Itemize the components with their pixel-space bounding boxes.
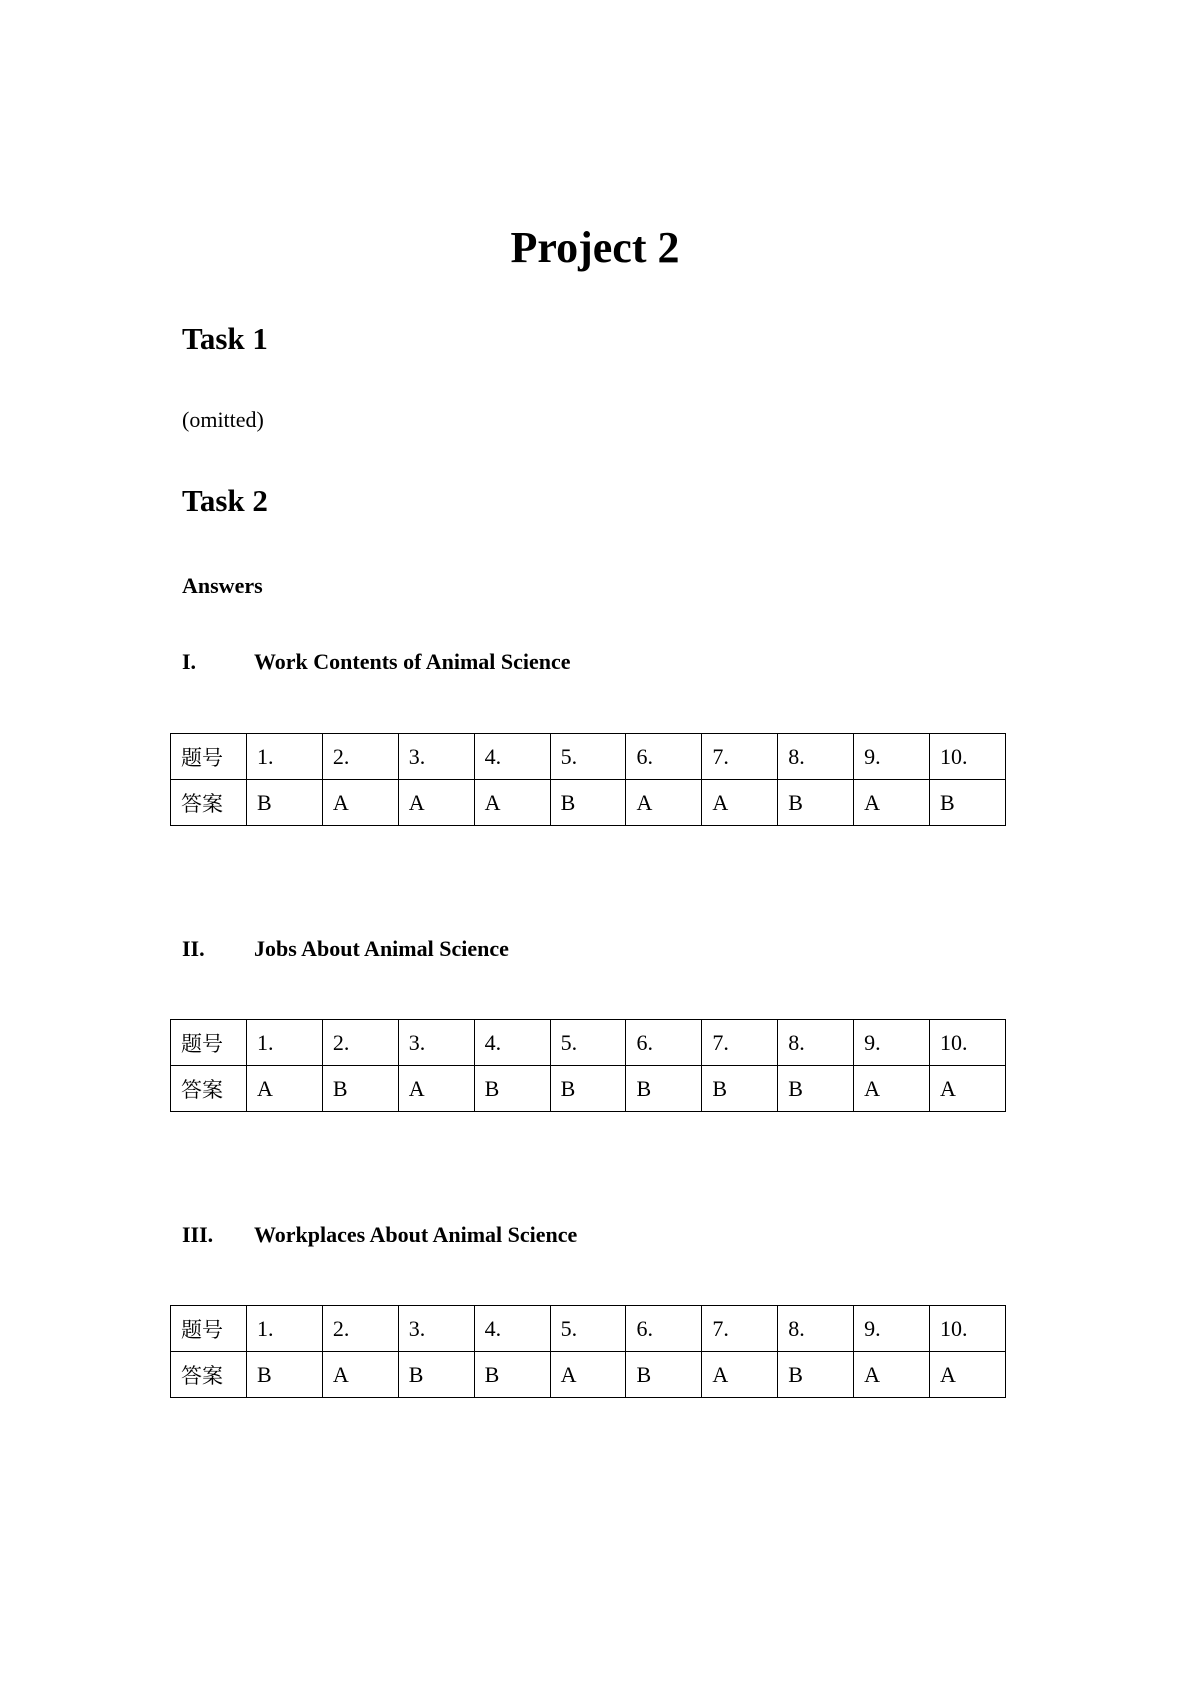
answer-row — [171, 780, 1006, 826]
section-title: Jobs About Animal Science — [254, 936, 509, 961]
answer-cell: A — [854, 780, 930, 826]
answer-cell: A — [550, 1352, 626, 1398]
answer-cell: B — [550, 780, 626, 826]
answer-cell: B — [247, 1352, 323, 1398]
question-cell: 10. — [930, 1020, 1006, 1066]
question-cell: 7. — [702, 1306, 778, 1352]
answer-cell: B — [247, 780, 323, 826]
section-numeral: III. — [182, 1222, 214, 1247]
question-cell: 3. — [398, 734, 474, 780]
question-cell: 1. — [247, 734, 323, 780]
question-cell: 2. — [322, 734, 398, 780]
section-title: Work Contents of Animal Science — [254, 649, 571, 674]
section-title: Workplaces About Animal Science — [254, 1222, 578, 1247]
answer-cell: A — [930, 1066, 1006, 1112]
task1-body: (omitted) — [182, 407, 264, 432]
question-cell: 5. — [550, 734, 626, 780]
answer-cell: B — [322, 1066, 398, 1112]
answer-cell: A — [930, 1352, 1006, 1398]
answer-cell: B — [778, 1066, 854, 1112]
answer-cell: A — [474, 780, 550, 826]
answer-cell: B — [778, 1352, 854, 1398]
answer-row — [171, 1352, 1006, 1398]
answer-cell: B — [930, 780, 1006, 826]
question-row — [171, 734, 1006, 780]
question-label-cell: 题号 — [171, 734, 247, 780]
question-cell: 4. — [474, 1306, 550, 1352]
answer-cell: B — [398, 1352, 474, 1398]
question-cell: 8. — [778, 1020, 854, 1066]
question-label-cell: 题号 — [171, 1306, 247, 1352]
answers-label: Answers — [182, 573, 263, 598]
answer-table-3 — [170, 1305, 1006, 1398]
question-cell: 10. — [930, 1306, 1006, 1352]
question-cell: 1. — [247, 1020, 323, 1066]
answer-label-cell: 答案 — [171, 780, 247, 826]
answer-row — [171, 1066, 1006, 1112]
answer-cell: A — [322, 1352, 398, 1398]
question-cell: 10. — [930, 734, 1006, 780]
question-cell: 6. — [626, 1306, 702, 1352]
answer-cell: A — [702, 1352, 778, 1398]
question-cell: 7. — [702, 734, 778, 780]
answer-cell: A — [854, 1066, 930, 1112]
section-heading-2 — [182, 935, 509, 963]
answer-cell: B — [474, 1352, 550, 1398]
question-cell: 9. — [854, 1306, 930, 1352]
question-cell: 8. — [778, 1306, 854, 1352]
question-cell: 5. — [550, 1306, 626, 1352]
answer-cell: B — [702, 1066, 778, 1112]
answer-cell: A — [626, 780, 702, 826]
question-cell: 3. — [398, 1020, 474, 1066]
answer-cell: A — [854, 1352, 930, 1398]
answer-cell: B — [626, 1066, 702, 1112]
question-cell: 9. — [854, 734, 930, 780]
question-cell: 1. — [247, 1306, 323, 1352]
question-cell: 7. — [702, 1020, 778, 1066]
question-cell: 9. — [854, 1020, 930, 1066]
question-label-cell: 题号 — [171, 1020, 247, 1066]
task2-heading: Task 2 — [182, 483, 268, 518]
question-row — [171, 1306, 1006, 1352]
question-cell: 6. — [626, 734, 702, 780]
question-cell: 4. — [474, 734, 550, 780]
question-cell: 5. — [550, 1020, 626, 1066]
answer-cell: A — [398, 780, 474, 826]
answer-cell: A — [398, 1066, 474, 1112]
answer-cell: A — [322, 780, 398, 826]
answer-cell: B — [626, 1352, 702, 1398]
answer-table-2 — [170, 1019, 1006, 1112]
question-cell: 6. — [626, 1020, 702, 1066]
section-numeral: I. — [182, 649, 197, 674]
section-heading-1 — [182, 648, 571, 676]
question-cell: 8. — [778, 734, 854, 780]
section-heading-3 — [182, 1221, 577, 1249]
answer-label-cell: 答案 — [171, 1352, 247, 1398]
section-numeral: II. — [182, 936, 205, 961]
answer-table-1 — [170, 733, 1006, 826]
task1-heading: Task 1 — [182, 321, 268, 356]
answer-cell: A — [702, 780, 778, 826]
answer-cell: A — [247, 1066, 323, 1112]
answer-label-cell: 答案 — [171, 1066, 247, 1112]
answer-cell: B — [778, 780, 854, 826]
question-cell: 4. — [474, 1020, 550, 1066]
page-title: Project 2 — [510, 223, 680, 272]
answer-cell: B — [550, 1066, 626, 1112]
question-row — [171, 1020, 1006, 1066]
question-cell: 3. — [398, 1306, 474, 1352]
question-cell: 2. — [322, 1020, 398, 1066]
question-cell: 2. — [322, 1306, 398, 1352]
answer-cell: B — [474, 1066, 550, 1112]
